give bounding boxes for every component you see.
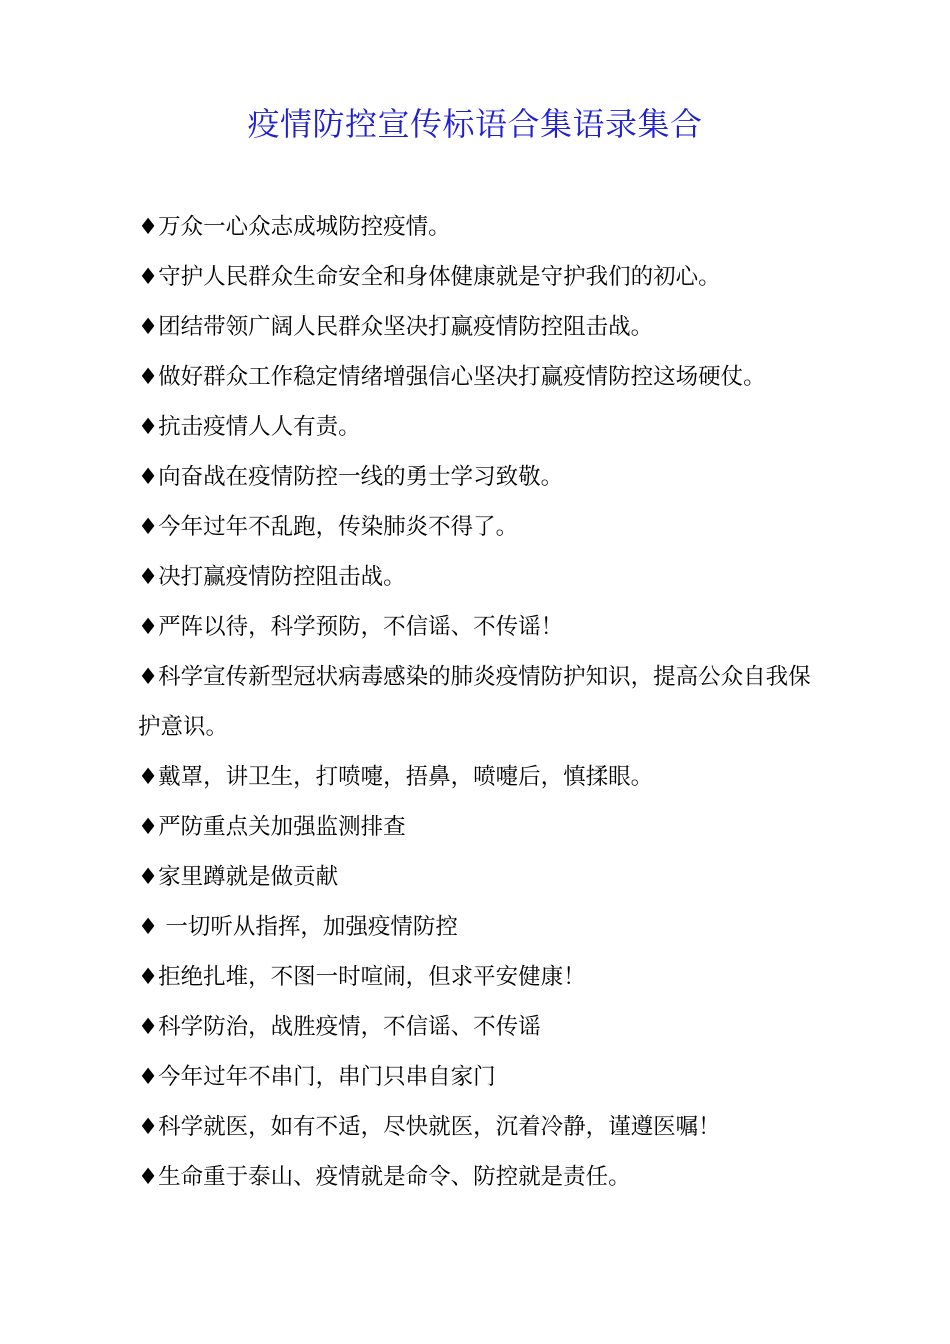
slogan-item: ♦今年过年不串门，串门只串自家门 [138, 1064, 496, 1090]
slogan-item: ♦守护人民群众生命安全和身体健康就是守护我们的初心。 [138, 264, 721, 290]
slogan-item: ♦今年过年不乱跑，传染肺炎不得了。 [138, 514, 519, 540]
slogan-item: ♦科学防治，战胜疫情，不信谣、不传谣 [138, 1014, 541, 1040]
slogan-item: ♦做好群众工作稳定情绪增强信心坚决打赢疫情防控这场硬仗。 [138, 364, 766, 390]
document-title: 疫情防控宣传标语合集语录集合 [247, 105, 703, 143]
slogan-item: ♦万众一心众志成城防控疫情。 [138, 214, 451, 240]
slogan-item: ♦拒绝扎堆，不图一时喧闹，但求平安健康！ [138, 964, 586, 990]
slogan-item: ♦戴罩，讲卫生，打喷嚏，捂鼻，喷嚏后，慎揉眼。 [138, 764, 654, 790]
slogan-item: ♦严防重点关加强监测排查 [138, 814, 406, 840]
slogan-item: ♦决打赢疫情防控阻击战。 [138, 564, 406, 590]
slogan-item: ♦严阵以待，科学预防，不信谣、不传谣！ [138, 614, 564, 640]
slogan-list [138, 202, 828, 1202]
slogan-item: ♦抗击疫情人人有责。 [138, 414, 361, 440]
slogan-item: ♦ 一切听从指挥，加强疫情防控 [138, 914, 458, 940]
slogan-item: ♦家里蹲就是做贡献 [138, 864, 339, 890]
slogan-item: ♦科学就医，如有不适，尽快就医，沉着冷静，谨遵医嘱！ [138, 1114, 721, 1140]
slogan-item: ♦科学宣传新型冠状病毒感染的肺炎疫情防护知识，提高公众自我保护意识。 [138, 664, 811, 740]
slogan-item: ♦团结带领广阔人民群众坚决打赢疫情防控阻击战。 [138, 314, 654, 340]
slogan-item: ♦向奋战在疫情防控一线的勇士学习致敬。 [138, 464, 564, 490]
slogan-item: ♦生命重于泰山、疫情就是命令、防控就是责任。 [138, 1164, 631, 1190]
